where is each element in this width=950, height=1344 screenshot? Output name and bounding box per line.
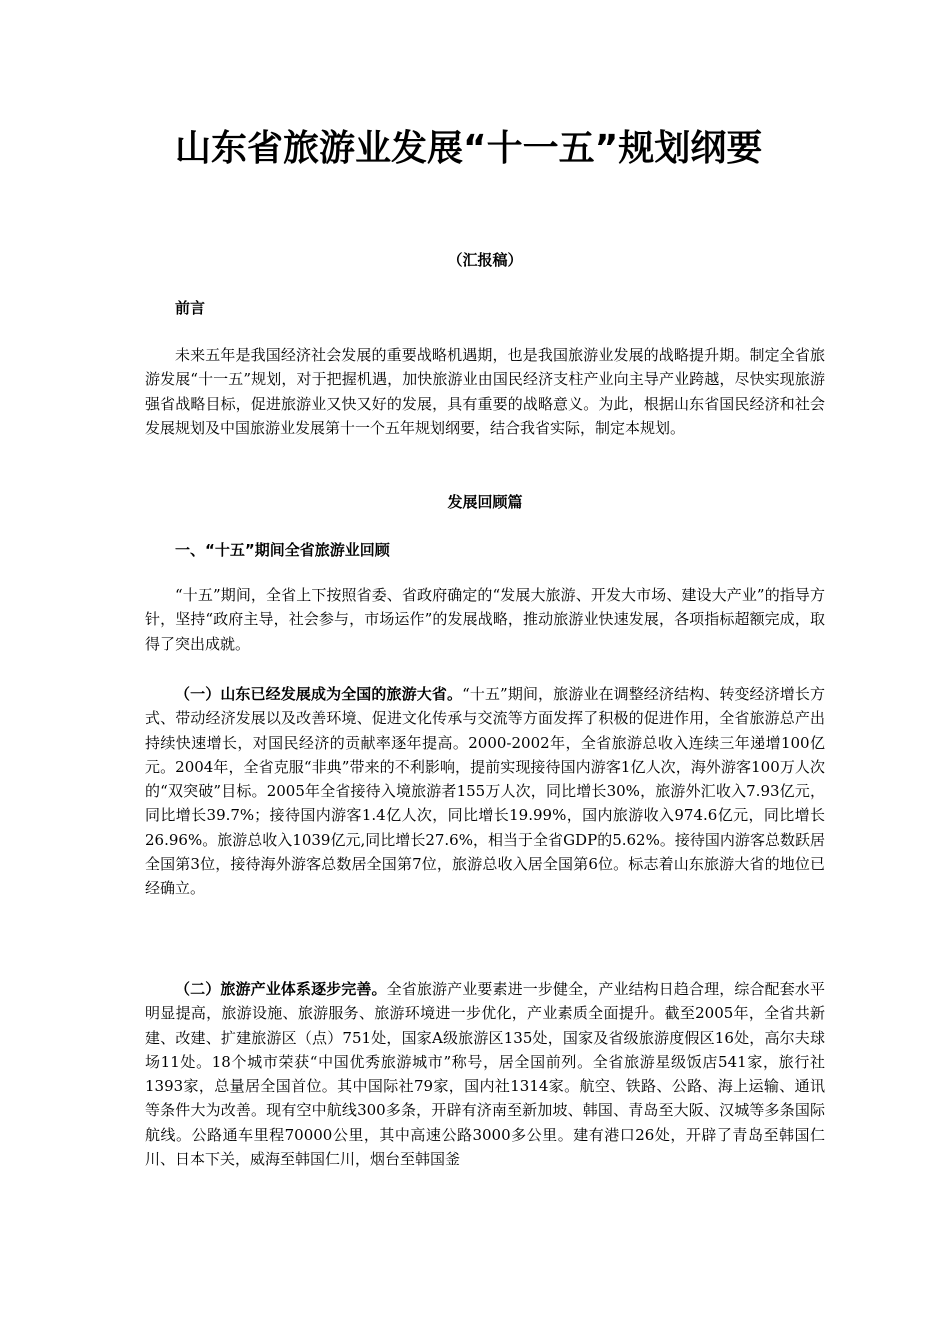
document-subtitle: （汇报稿）	[447, 251, 523, 269]
document-title: 山东省旅游业发展“十一五”规划纲要	[175, 128, 763, 169]
point-one-text: “十五”期间，旅游业在调整经济结构、转变经济增长方式、带动经济发展以及改善环境、促进文化传承与交流等方面发挥了积极的促进作用，全省旅游总产出持续快速增长，对国民经济的贡献率逐年提高。2000-2002年，全省旅游总收入连续三年递增100亿元。2004年，全省克服“非典”带来的不利影响，提前实现接待国内游客1亿人次，海外游客100万人次的“双突破”目标。2005年全省接待入境旅游者155万人次，同比增长30%，旅游外汇收入7.93亿元，同比增长39.7%；接待国内游客1.4亿人次，同比增长19.99%，国内旅游收入974.6亿元，同比增长26.96%。旅游总收入1039亿元,同比增长27.6%，相当于全省GDP的5.62%。接待国内游客总数跃居全国第3位，接待海外游客总数居全国第7位，旅游总收入居全国第6位。标志着山东旅游大省的地位已经确立。	[145, 685, 825, 898]
preface-heading: 前言	[175, 299, 206, 317]
point-one-lead: （一）山东已经发展成为全国的旅游大省。	[175, 685, 463, 703]
section-heading: 发展回顾篇	[447, 493, 523, 511]
point-two-lead: （二）旅游产业体系逐步完善。	[175, 980, 387, 998]
subsection-heading: 一、“十五”期间全省旅游业回顾	[175, 541, 390, 559]
point-one-paragraph	[145, 682, 825, 901]
point-two-paragraph	[145, 977, 825, 1171]
point-two-text: 全省旅游产业要素进一步健全，产业结构日趋合理，综合配套水平明显提高，旅游设施、旅游服务、旅游环境进一步优化，产业素质全面提升。截至2005年，全省共新建、改建、扩建旅游区（点）751处，国家A级旅游区135处，国家及省级旅游度假区16处，高尔夫球场11处。18个城市荣获“中国优秀旅游城市”称号，居全国前列。全省旅游星级饭店541家，旅行社1393家，总量居全国首位。其中国际社79家，国内社1314家。航空、铁路、公路、海上运输、通讯等条件大为改善。现有空中航线300多条，开辟有济南至新加坡、韩国、青岛至大阪、汉城等多条国际航线。公路通车里程70000公里，其中高速公路3000多公里。建有港口26处，开辟了青岛至韩国仁川、日本下关，威海至韩国仁川，烟台至韩国釜	[145, 980, 825, 1169]
preface-paragraph: 未来五年是我国经济社会发展的重要战略机遇期，也是我国旅游业发展的战略提升期。制定全省旅游发展“十一五”规划，对于把握机遇，加快旅游业由国民经济支柱产业向主导产业跨越，尽快实现旅游强省战略目标，促进旅游业又快又好的发展，具有重要的战略意义。为此，根据山东省国民经济和社会发展规划及中国旅游业发展第十一个五年规划纲要，结合我省实际，制定本规划。	[145, 346, 825, 437]
intro-paragraph: “十五”期间，全省上下按照省委、省政府确定的“发展大旅游、开发大市场、建设大产业”的指导方针，坚持“政府主导，社会参与，市场运作”的发展战略，推动旅游业快速发展，各项指标超额完成，取得了突出成就。	[145, 586, 825, 653]
